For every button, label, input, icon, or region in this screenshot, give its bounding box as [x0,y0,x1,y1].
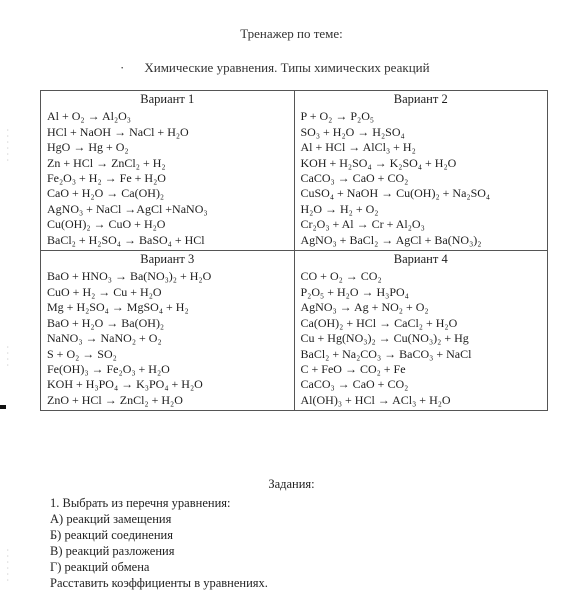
equation: H₂O → H₂ + O₂ [300,201,379,216]
equation: SO₃ + H₂O → H₂SO₄ [300,124,405,139]
task-item: Б) реакций соединения [50,528,173,542]
page-title: Тренажер по теме: [240,26,343,41]
equation: AgNO₃ → Ag + NO₂ + O₂ [300,300,429,315]
equation: BaCl₂ + Na₂CO₃ → BaCO₃ + NaCl [300,346,472,361]
variant-4-cell [294,251,548,411]
equation: BaO + HNO₃ → Ba(NO₃)₂ + H₂O [47,269,212,284]
tasks-section [0,476,583,591]
task-item: Расставить коэффициенты в уравнениях. [50,576,268,590]
equation: Cu(OH)₂ → CuO + H₂O [47,217,166,232]
task-item: В) реакций разложения [50,544,175,558]
equation: CaCO₃ → CaO + CO₂ [300,377,409,392]
variant-1-heading: Вариант 1 [140,92,195,106]
variant-3-cell [41,251,295,411]
equation: P₂O₅ + H₂O → H₃PO₄ [300,284,409,299]
equation: KOH + H₂SO₄ → K₂SO₄ + H₂O [300,155,457,170]
equation: ZnO + HCl → ZnCl₂ + H₂O [47,392,183,407]
variants-row-bottom [41,251,548,411]
equation: CaCO₃ → CaO + CO₂ [300,171,409,186]
scan-artifact: · · · · [6,344,10,369]
variant-3-heading: Вариант 3 [140,252,195,267]
variant-2-cell [294,91,548,251]
equation: BaCl₂ + H₂SO₄ → BaSO₄ + HCl [47,232,205,247]
equation: KOH + H₃PO₄ → K₃PO₄ + H₂O [47,377,203,392]
variant-2-heading: Вариант 2 [393,92,448,106]
equation: CuSO₄ + NaOH → Cu(OH)₂ + Na₂SO₄ [300,186,491,201]
scan-artifact: · · · · · · [6,547,10,584]
equation: Cu + Hg(NO₃)₂ → Cu(NO₃)₂ + Hg [300,331,469,346]
equation: CO + O₂ → CO₂ [300,269,382,284]
equation: BaO + H₂O → Ba(OH)₂ [47,315,165,330]
equation: Al + HCl → AlCl₃ + H₂ [300,140,416,155]
equation: HCl + NaOH → NaCl + H₂O [47,124,189,139]
equation: AgNO₃ + NaCl →AgCl +NaNO₃ [47,201,208,216]
equation: P + O₂ → P₂O₅ [300,109,375,124]
equation: Al(OH)₃ + HCl → ACl₃ + H₂O [300,392,451,407]
equation: Mg + H₂SO₄ → MgSO₄ + H₂ [47,300,189,315]
subtitle-text: Химические уравнения. Типы химических реакций [144,60,430,75]
equation: Zn + HCl → ZnCl₂ + H₂ [47,155,166,170]
equation: HgO → Hg + O₂ [47,140,129,155]
equation: NaNO₃ → NaNO₂ + O₂ [47,331,162,346]
equation: CaO + H₂O → Ca(OH)₂ [47,186,165,201]
equation: S + O₂ → SO₂ [47,346,117,361]
equation: Fe₂O₃ + H₂ → Fe + H₂O [47,171,166,186]
task-item: А) реакций замещения [50,512,172,526]
scan-artifact: · · · · · · [6,127,10,164]
variants-row-top [41,91,548,251]
page-subtitle [120,60,430,76]
scan-artifact [0,405,6,409]
task-item: 1. Выбрать из перечня уравнения: [50,496,231,510]
equation: Cr₂O₃ + Al → Cr + Al₂O₃ [300,217,425,232]
equation: C + FeO → CO₂ + Fe [300,361,406,376]
subtitle-bullet: · [120,60,125,75]
tasks-heading: Задания: [268,477,315,491]
equation: AgNO₃ + BaCl₂ → AgCl + Ba(NO₃)₂ [300,232,482,247]
equation: Ca(OH)₂ + HCl → CaCl₂ + H₂O [300,315,458,330]
variant-4-heading: Вариант 4 [393,252,448,267]
equation: Fe(OH)₃ → Fe₂O₃ + H₂O [47,361,170,376]
task-item: Г) реакций обмена [50,560,150,574]
variant-1-cell [41,91,295,251]
equation: CuO + H₂ → Cu + H₂O [47,284,162,299]
equation: Al + O₂ → Al₂O₃ [47,109,131,124]
variants-table [40,90,548,411]
